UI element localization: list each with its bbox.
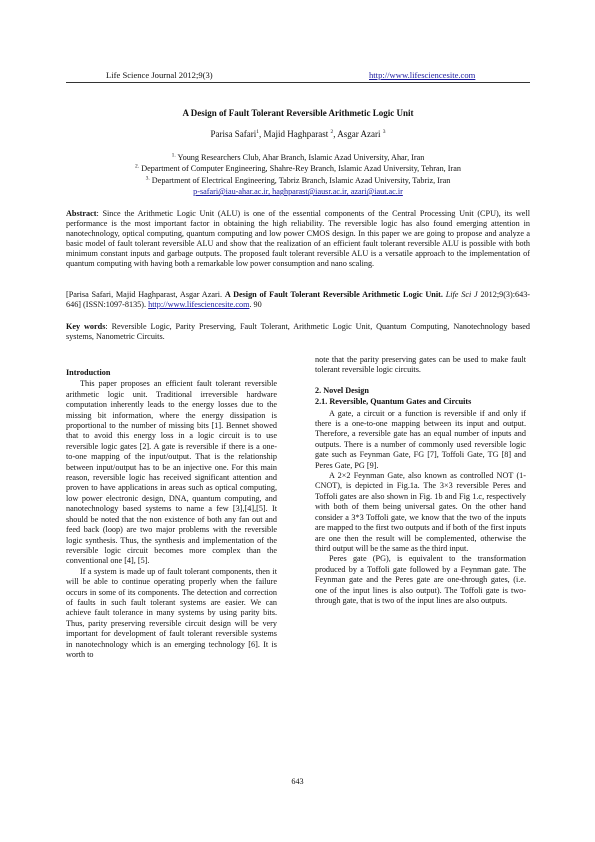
author-affiliation-mark: 2 [330,129,334,135]
author-list: Parisa Safari$^1$, Majid Haghparast $^2$, Asgar Azari $^3$ [210,129,386,139]
journal-url-link[interactable]: http://www.lifesciencesite.com [369,70,476,80]
author-name: Majid Haghparast [263,129,329,139]
author-name: Parisa Safari [210,129,257,139]
page-number: 643 [291,777,304,786]
author-affiliation-mark: 3 [382,129,386,135]
author-name: Asgar Azari [337,129,381,139]
citation-suffix: . 90 [249,300,262,310]
paper-title: A Design of Fault Tolerant Reversible Arithmetic Logic Unit [182,108,414,118]
citation [66,290,530,310]
citation-prefix: [Parisa Safari, Majid Haghparast, Asgar Azari. [66,290,223,299]
affiliation [66,164,530,173]
journal-header: Life Science Journal 2012;9(3) [106,70,213,80]
citation-journal: Life Sci J [445,290,478,299]
affiliation-mark: 3. [145,175,150,182]
section-heading-novel-design: 2. Novel Design [315,385,369,395]
affiliation-text: Department of Computer Engineering, Shahre-Rey Branch, Islamic Azad University, Tehran, Iran [141,164,461,173]
citation-details: 2012;9(3):643-646] (ISSN:1097-8135). [66,290,531,310]
left-column [66,368,277,660]
keywords [66,322,530,342]
citation-link[interactable]: http://www.lifesciencesite.com [148,300,250,310]
paragraph: A 2×2 Feynman Gate, also known as controlled NOT (1-CNOT), is depicted in Fig.1a. The 3×3 reversible Peres and Toffoli gates are also shown in Fig. 1b and Fig 1.c, respectively with both of them being universal gates. On the other hand consider a 3*3 Toffoli gate, we know that the two of the inputs are mapped to the first two outputs and if both of the first inputs are one then the result will be complemented, otherwise the third output will be the same as the third input. [315,471,526,553]
paragraph: Peres gate (PG), is equivalent to the transformation produced by a Toffoli gate followed by a Feynman gate. The Feynman gate and the Peres gate are one-through gates, (i.e. one of the input lines is also output). The Toffoli gate is two-through gate, that is two of the input lines are also outputs. [315,554,526,605]
section-heading-introduction: Introduction [66,368,111,377]
author-emails[interactable]: p-safari@iau-ahar.ac.ir, haghparast@iausr.ac.ir, azari@iaut.ac.ir [193,187,403,196]
affiliation-text: Department of Electrical Engineering, Tabriz Branch, Islamic Azad University, Tabriz, Iran [151,176,451,185]
paragraph: If a system is made up of fault tolerant components, then it will be able to continue operating properly when the failure occurs in some of its components. The detection and correction of faults in such fault tolerant systems are easier. We can achieve fault tolerance in many systems by using parity bits. Thus, parity preserving reversible circuit design will be very important for development of fault tolerant reversible systems in nanotechnology which is an emerging technology [6]. It is worth to [66,566,277,659]
affiliation-mark: 1. [171,152,176,159]
affiliation-mark: 2. [135,163,140,170]
citation-title: A Design of Fault Tolerant Reversible Arithmetic Logic Unit. [224,290,443,299]
header-divider [66,82,530,83]
paragraph-continued: note that the parity preserving gates can be used to make fault tolerant reversible logic circuits. [315,355,526,375]
paragraph: This paper proposes an efficient fault tolerant reversible arithmetic logic unit. Traditional irreversible hardware computation inherently leads to the energy losses due to the missing bit information, where the energy dissipation is proportional to the number of missing bits [1]. Bennet showed that to avoid this energy loss in a logic circuit is to use reversible logic gates [2]. A gate is reversible if there is a one-to-one mapping of the input/output. That is the relationship between input/output has to be an injective one. For this main reason, reversible logic has received significant attention and proven to have applications in areas such as optical computing, low power electronic design, DNA, quantum computing, and nanotechnology based systems to name a few [3],[4],[5]. It should be noted that the non existence of both any fan out and feed back (loop) are two major problems with the reversible logic synthesis. Thus, the synthesis and implementation of the reversible logic circuit becomes more complex than the conventional one [4], [5]. [66,379,277,566]
affiliation [66,153,530,162]
affiliation [66,176,530,185]
abstract [66,209,530,270]
keywords-text: : Reversible Logic, Parity Preserving, Fault Tolerant, Arithmetic Logic Unit, Quantum Computing, Nanotechnology based systems, Nanometric Circuits. [66,322,530,342]
subsection-heading-reversible-gates: 2.1. Reversible, Quantum Gates and Circuits [315,397,472,407]
abstract-text: : Since the Arithmetic Logic Unit (ALU) is one of the essential components of the Central Processing Unit (CPU), its well performance is the most important factor in obtaining the high reliability. The reversible logic has also found emerging attention in nanotechnology, optical computing, quantum computing and low power CMOS design. In this paper we are going to propose and analyze a basic model of fault tolerant reversible ALU and show that the realization of an efficient fault tolerant reversible ALU is possible with both minimum constant inputs and garbage outputs. The proposed fault tolerant reversible ALU is a versatile approach to the implementation of quantum computing with having both a remarkable low power consumption and nano scaling. [66,209,530,269]
keywords-label: Key words [66,322,106,331]
author-affiliation-mark: 1 [256,129,259,135]
right-column [315,355,526,606]
paragraph: A gate, a circuit or a function is reversible if and only if there is a one-to-one mapping between its input and output. Therefore, a reversible gate has an equal number of inputs and outputs. There is a number of commonly used reversible logic gate such as Feynman Gate, FG [7], Toffoli Gate, TG [8] and Peres Gate, PG [9]. [315,408,526,470]
affiliation-text: Young Researchers Club, Ahar Branch, Islamic Azad University, Ahar, Iran [177,153,425,162]
abstract-label: Abstract [66,209,97,218]
